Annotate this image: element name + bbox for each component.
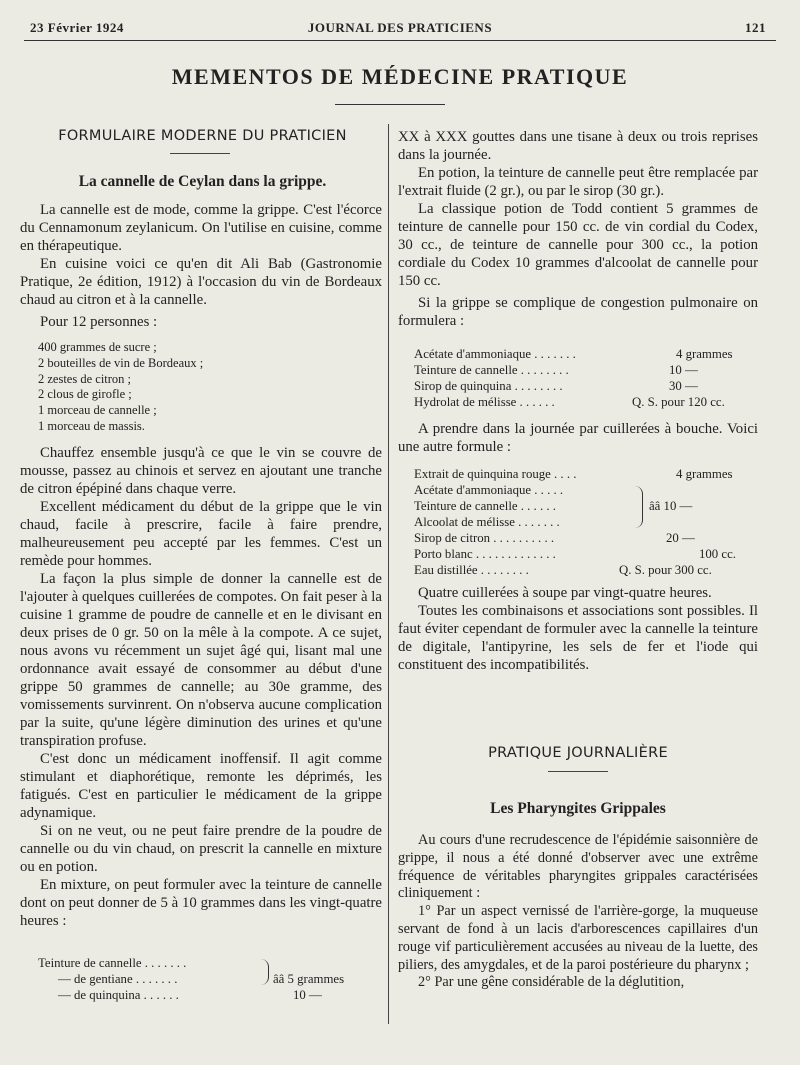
paragraph: A prendre dans la journée par cuillerées à bouche. Voici une autre formule :	[398, 421, 758, 455]
left-column-text-2	[20, 444, 382, 930]
list-item: 2 bouteilles de vin de Bordeaux ;	[38, 355, 204, 370]
prescription-quinquina	[414, 466, 754, 580]
list-item: 1 morceau de cannelle ;	[38, 403, 157, 418]
paragraph: Toutes les combinaisons et associations sont possibles. Il faut éviter cependant de formuler avec la cannelle la teinture de digitale, l'antipyrine, les sels de fer et l'iode qui constituent des incompatibilités.	[398, 603, 758, 673]
page-title: MEMENTOS DE MÉDECINE PRATIQUE	[171, 64, 629, 89]
right-section-title: PRATIQUE JOURNALIÈRE	[488, 745, 668, 761]
right-subtitle: Les Pharyngites Grippales	[490, 800, 666, 817]
paragraph: La cannelle est de mode, comme la grippe. C'est l'écorce du Cennamonum zeylanicum. On l'utilise en cuisine, comme en thérapeutique.	[20, 202, 382, 254]
header-date: 23 Février 1924	[30, 20, 124, 35]
right-column-text-4	[398, 832, 758, 992]
paragraph: Si on ne veut, ou ne peut faire prendre de la poudre de cannelle ou du vin chaud, on prescrit la cannelle en mixture ou en potion.	[20, 823, 382, 875]
paragraph: 1° Par un aspect vernissé de l'arrière-gorge, la muqueuse servant de fond à un lacis d'arborescences capillaires d'un rouge vif particulièrement accusées au niveau de la luette, des piliers, des amygdales, et de la paroi postérieure du pharynx ;	[398, 903, 758, 973]
paragraph: XX à XXX gouttes dans une tisane à deux ou trois reprises dans la journée.	[398, 129, 758, 163]
prescription-cannelle	[38, 955, 378, 1005]
right-column-text-3	[398, 584, 758, 674]
prescription-row: Teinture de cannelle . . . . . . ââ 10 —	[414, 499, 693, 513]
paragraph: Excellent médicament du début de la grippe que le vin chaud, facile à prescrire, facile à faire prendre, malheureusement peu accepté par les femmes. C'est un remède pour hommes.	[20, 499, 382, 569]
prescription-row: Alcoolat de mélisse . . . . . . .	[414, 515, 560, 529]
paragraph: Quatre cuillerées à soupe par vingt-quatre heures.	[418, 585, 712, 601]
prescription-row: Acétate d'ammoniaque . . . . .	[414, 483, 564, 497]
left-section-title: FORMULAIRE MODERNE DU PRATICIEN	[58, 128, 347, 144]
left-column-text-1	[20, 201, 382, 331]
paragraph: Chauffez ensemble jusqu'à ce que le vin se couvre de mousse, passez au chinois et servez en ajoutant une tranche de citron épépiné dans chaque verre.	[20, 445, 382, 497]
title-rule	[335, 104, 445, 105]
right-section-rule	[548, 771, 608, 772]
brace-mark	[634, 486, 643, 528]
prescription-row: Porto blanc . . . . . . . . . . . . . 100 cc.	[414, 547, 736, 561]
paragraph: 2° Par une gêne considérable de la déglutition,	[418, 974, 685, 991]
prescription-row: Hydrolat de mélisse . . . . . . Q. S. pour 120 cc.	[414, 395, 725, 409]
prescription-row: — de quinquina . . . . . . 10 —	[58, 988, 322, 1002]
right-column-text-2	[398, 420, 758, 456]
prescription-row: Teinture de cannelle . . . . . . . . 10 —	[414, 363, 698, 377]
paragraph: C'est donc un médicament inoffensif. Il agit comme stimulant et diaphorétique, remonte les déprimés, les fatigués. C'est en particulier le médicament de la grippe adynamique.	[20, 751, 382, 821]
prescription-row: Extrait de quinquina rouge . . . . 4 grammes	[414, 467, 733, 481]
paragraph: Si la grippe se complique de congestion pulmonaire on formulera :	[398, 295, 758, 329]
page-number: 121	[745, 20, 766, 35]
header-journal: JOURNAL DES PRATICIENS	[307, 20, 493, 35]
paragraph: La façon la plus simple de donner la cannelle est de l'ajouter à quelques cuillerées de compotes. On fait peser à la cuisine 1 gramme de poudre de cannelle et en le divisant en deux prises de 0 gr. 50 on la mêle à la compote. A ce sujet, nous avons vu récemment un sujet âgé qui, lisant mal une ordonnance avait essayé de consommer au début d'une grippe 50 grammes de cannelle; au 30e gramme, des vomissements survinrent. On n'observa aucune complication par la suite, qu'une légère diminution des urines et qu'une transpiration profuse.	[20, 571, 382, 749]
left-section-rule	[170, 153, 230, 154]
prescription-row: Sirop de citron . . . . . . . . . . 20 —	[414, 531, 695, 545]
list-item: 1 morceau de massis.	[38, 418, 145, 433]
right-column-text-1	[398, 128, 758, 330]
paragraph: En potion, la teinture de cannelle peut être remplacée par l'extrait fluide (2 gr.), ou par le sirop (30 gr.).	[398, 165, 758, 199]
prescription-row: Sirop de quinquina . . . . . . . . 30 —	[414, 379, 698, 393]
paragraph: Au cours d'une recrudescence de l'épidémie saisonnière de grippe, il nous a été donné d'observer avec une extrême fréquence de véritables pharyngites grippales caractérisées cliniquement :	[398, 832, 758, 902]
list-item: 2 clous de girofle ;	[38, 387, 132, 402]
list-item: 400 grammes de sucre ;	[38, 340, 157, 354]
column-divider	[388, 124, 389, 1024]
paragraph: La classique potion de Todd contient 5 grammes de teinture de cannelle pour 150 cc. de vin cordial du Codex, 30 cc., de teinture de cannelle pour 300 cc., la potion cordiale du Codex 10 grammes d'alcoolat de cannelle pour 150 cc.	[398, 201, 758, 289]
ingredient-list	[38, 340, 378, 435]
prescription-row: Eau distillée . . . . . . . . Q. S. pour 300 cc.	[414, 563, 712, 577]
prescription-congestion	[414, 346, 754, 412]
brace-mark	[260, 959, 269, 985]
prescription-row: Acétate d'ammoniaque . . . . . . . 4 grammes	[414, 347, 733, 361]
list-item: 2 zestes de citron ;	[38, 371, 132, 386]
paragraph: En mixture, on peut formuler avec la teinture de cannelle dont on peut donner de 5 à 10 grammes dans les vingt-quatre heures :	[20, 877, 382, 929]
prescription-row: Teinture de cannelle . . . . . . .	[38, 956, 187, 970]
left-subtitle: La cannelle de Ceylan dans la grippe.	[78, 173, 327, 190]
paragraph: En cuisine voici ce qu'en dit Ali Bab (Gastronomie Pratique, 2e édition, 1912) à l'occasion du vin de Bordeaux chaud au citron et à la cannelle.	[20, 256, 382, 308]
prescription-row: — de gentiane . . . . . . . ââ 5 grammes	[58, 972, 345, 986]
paragraph: Pour 12 personnes :	[40, 314, 158, 330]
header-rule	[24, 40, 776, 41]
